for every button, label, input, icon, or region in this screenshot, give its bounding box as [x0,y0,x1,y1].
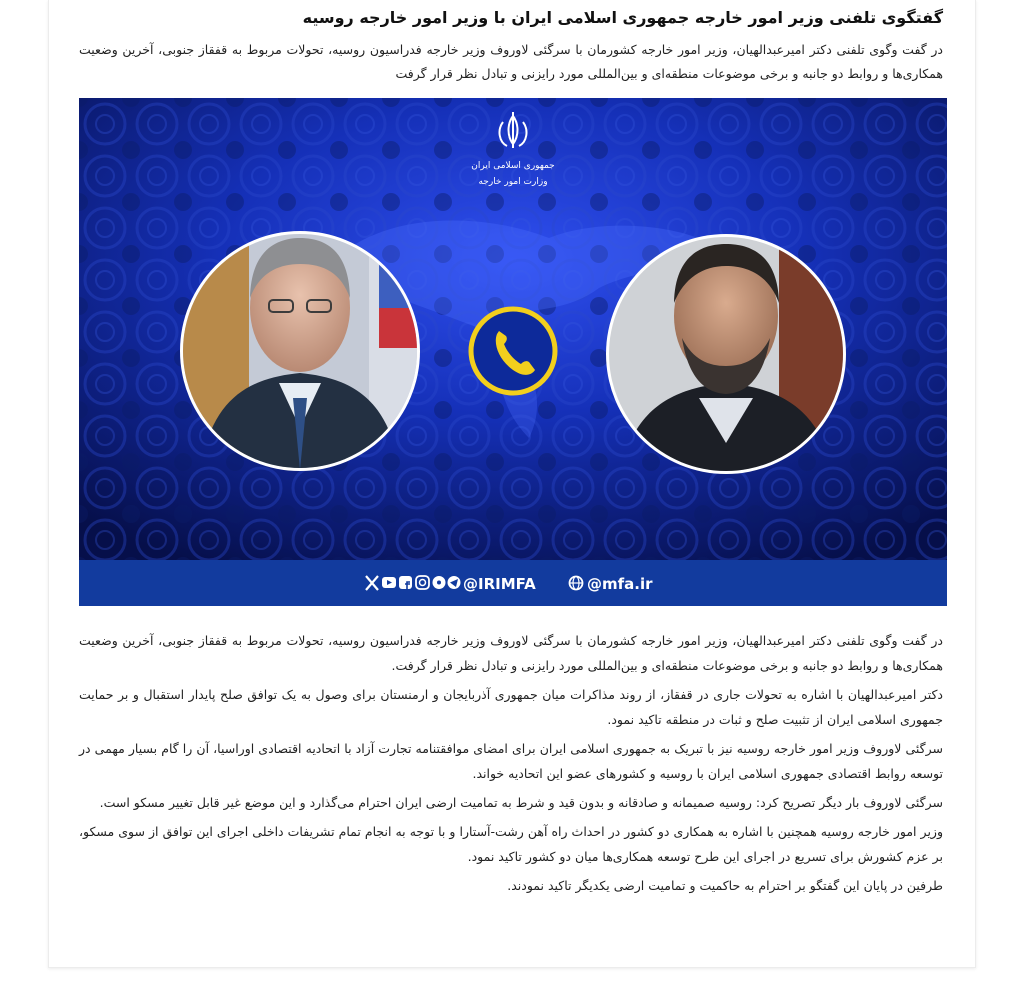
facebook-icon[interactable] [399,576,412,589]
article-hero-image [79,98,947,606]
emblem-subtitle: وزارت امور خارجه [478,177,548,187]
article-paragraph: سرگئی لاوروف بار دیگر تصریح کرد: روسیه صمیمانه و صادقانه و بدون قید و شرط به تمامیت ارضی ایران احترام می‌گذارد و این موضع غیر قابل تغییر مسکو است. [99,795,943,810]
phone-icon [471,309,555,393]
article-paragraph: وزیر امور خارجه روسیه همچنین با اشاره به همکاری دو کشور در احداث راه آهن رشت-آستارا و با توجه به انجام تمام تشریفات داخلی اجرای این توافق از سوی مسکو، بر عزم کشورش برای تسریع در اجرای این طرح توسعه همکاری‌ها میان دو کشور تاکید نمود. [79,824,943,864]
handle-text[interactable]: @IRIMFA [463,575,536,593]
youtube-icon[interactable] [382,577,396,588]
article-paragraph: دکتر امیرعبدالهیان با اشاره به تحولات جاری در قفقاز، از روند مذاکرات میان جمهوری آذربایجان و ارمنستان برای وصول به یک توافق صلح پایدار استقبال و بر حمایت جمهوری اسلامی ایران از تثبیت صلح و ثبات در منطقه تاکید نمود. [79,687,943,727]
aparat-icon[interactable] [433,576,446,589]
article-paragraph: در گفت وگوی تلفنی دکتر امیرعبدالهیان، وزیر امور خارجه کشورمان با سرگئی لاوروف وزیر خارجه فدراسیون روسیه، تحولات مربوط به قفقاز جنوبی، آخرین وضعیت همکاری‌ها و روابط دو جانبه و برخی موضوعات منطقه‌ای و بین‌المللی مورد رایزنی و تبادل نظر قرار گرفت. [79,633,943,673]
article-lead: در گفت وگوی تلفنی دکتر امیرعبدالهیان، وزیر امور خارجه کشورمان با سرگئی لاوروف وزیر خارجه فدراسیون روسیه، تحولات مربوط به قفقاز جنوبی، آخرین وضعیت همکاری‌ها و روابط دو جانبه و برخی موضوعات منطقه‌ای و بین‌المللی مورد رایزنی و تبادل نظر قرار گرفت [79,42,943,81]
emblem-title: جمهوری اسلامی ایران [471,161,555,171]
article-card [48,0,976,968]
article-body [79,628,943,902]
website-link[interactable]: @mfa.ir [587,575,653,593]
telegram-icon[interactable] [448,576,461,589]
article-paragraph: طرفین در پایان این گفتگو بر احترام به حاکمیت و تمامیت ارضی یکدیگر تاکید نمودند. [507,878,943,893]
article-paragraph: سرگئی لاوروف وزیر امور خارجه روسیه نیز با تبریک به جمهوری اسلامی ایران برای امضای موافقتنامه تجارت آزاد با اتحادیه اقتصادی اوراسیا، آن را گام بسیار مهمی در توسعه روابط اقتصادی جمهوری اسلامی ایران با روسیه و کشورهای عضو این اتحادیه خواند. [79,741,943,781]
article-title: گفتگوی تلفنی وزیر امور خارجه جمهوری اسلامی ایران با وزیر امور خارجه روسیه [302,8,943,27]
